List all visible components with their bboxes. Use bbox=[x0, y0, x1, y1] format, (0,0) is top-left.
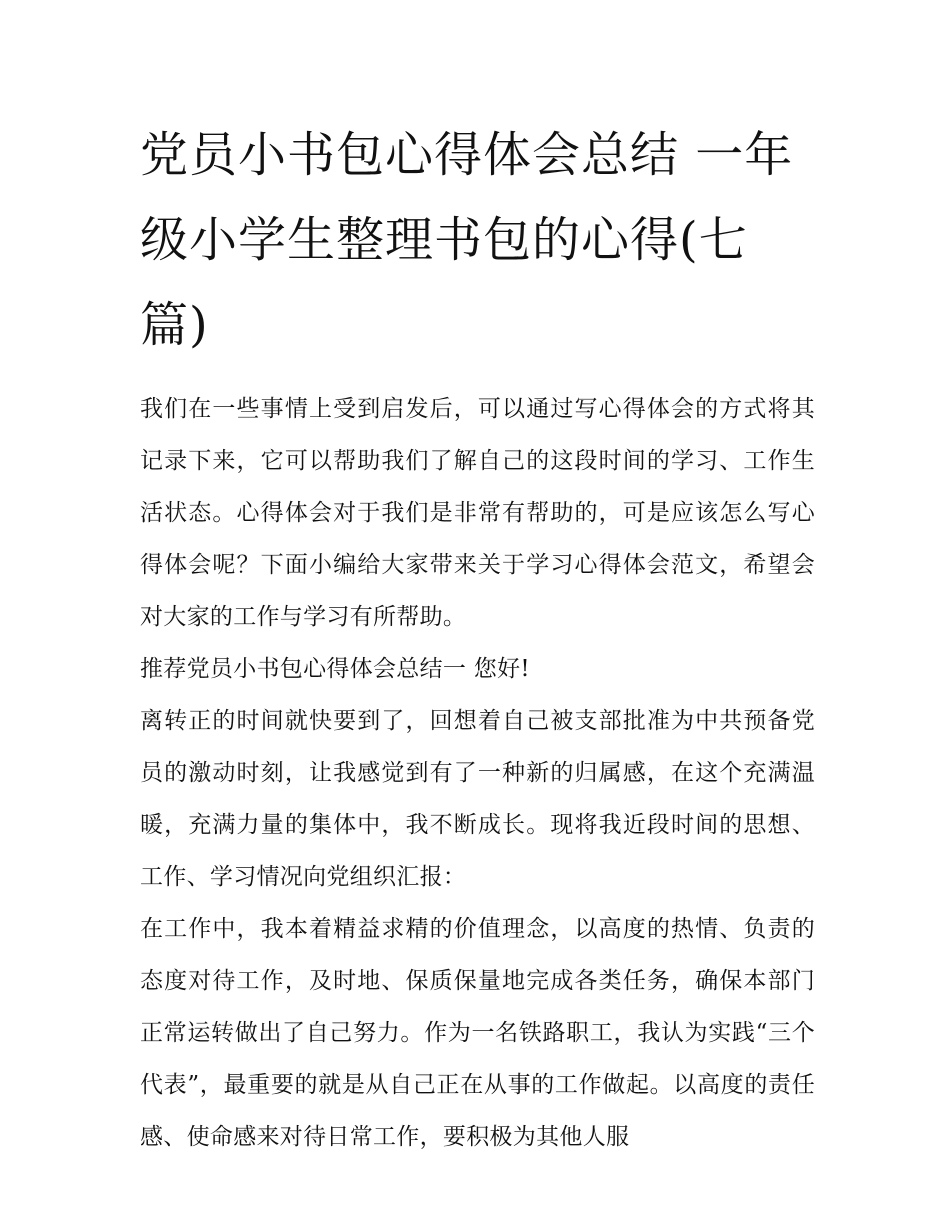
paragraph-greeting: 推荐党员小书包心得体会总结一 您好! bbox=[140, 656, 530, 682]
document-body bbox=[140, 383, 815, 1163]
paragraph-work: 在工作中，我本着精益求精的价值理念，以高度的热情、负责的态度对待工作，及时地、保质保量地完成各类任务，确保本部门正常运转做出了自己努力。作为一名铁路职工，我认为实践“三个代表”，最重要的就是从自己正在从事的工作做起。以高度的责任感、使命感来对待日常工作，要积极为其他人服 bbox=[140, 916, 815, 1150]
document-title: 党员小书包心得体会总结 一年级小学生整理书包的心得(七篇) bbox=[140, 127, 794, 353]
paragraph-reflection: 离转正的时间就快要到了，回想着自己被支部批准为中共预备党员的激动时刻，让我感觉到有了一种新的归属感，在这个充满温暖，充满力量的集体中，我不断成长。现将我近段时间的思想、工作、学习情况向党组织汇报： bbox=[140, 708, 815, 890]
paragraph-intro: 我们在一些事情上受到启发后，可以通过写心得体会的方式将其记录下来，它可以帮助我们了解自己的这段时间的学习、工作生活状态。心得体会对于我们是非常有帮助的，可是应该怎么写心得体会呢？下面小编给大家带来关于学习心得体会范文，希望会对大家的工作与学习有所帮助。 bbox=[140, 396, 815, 630]
document-page bbox=[140, 113, 815, 1163]
